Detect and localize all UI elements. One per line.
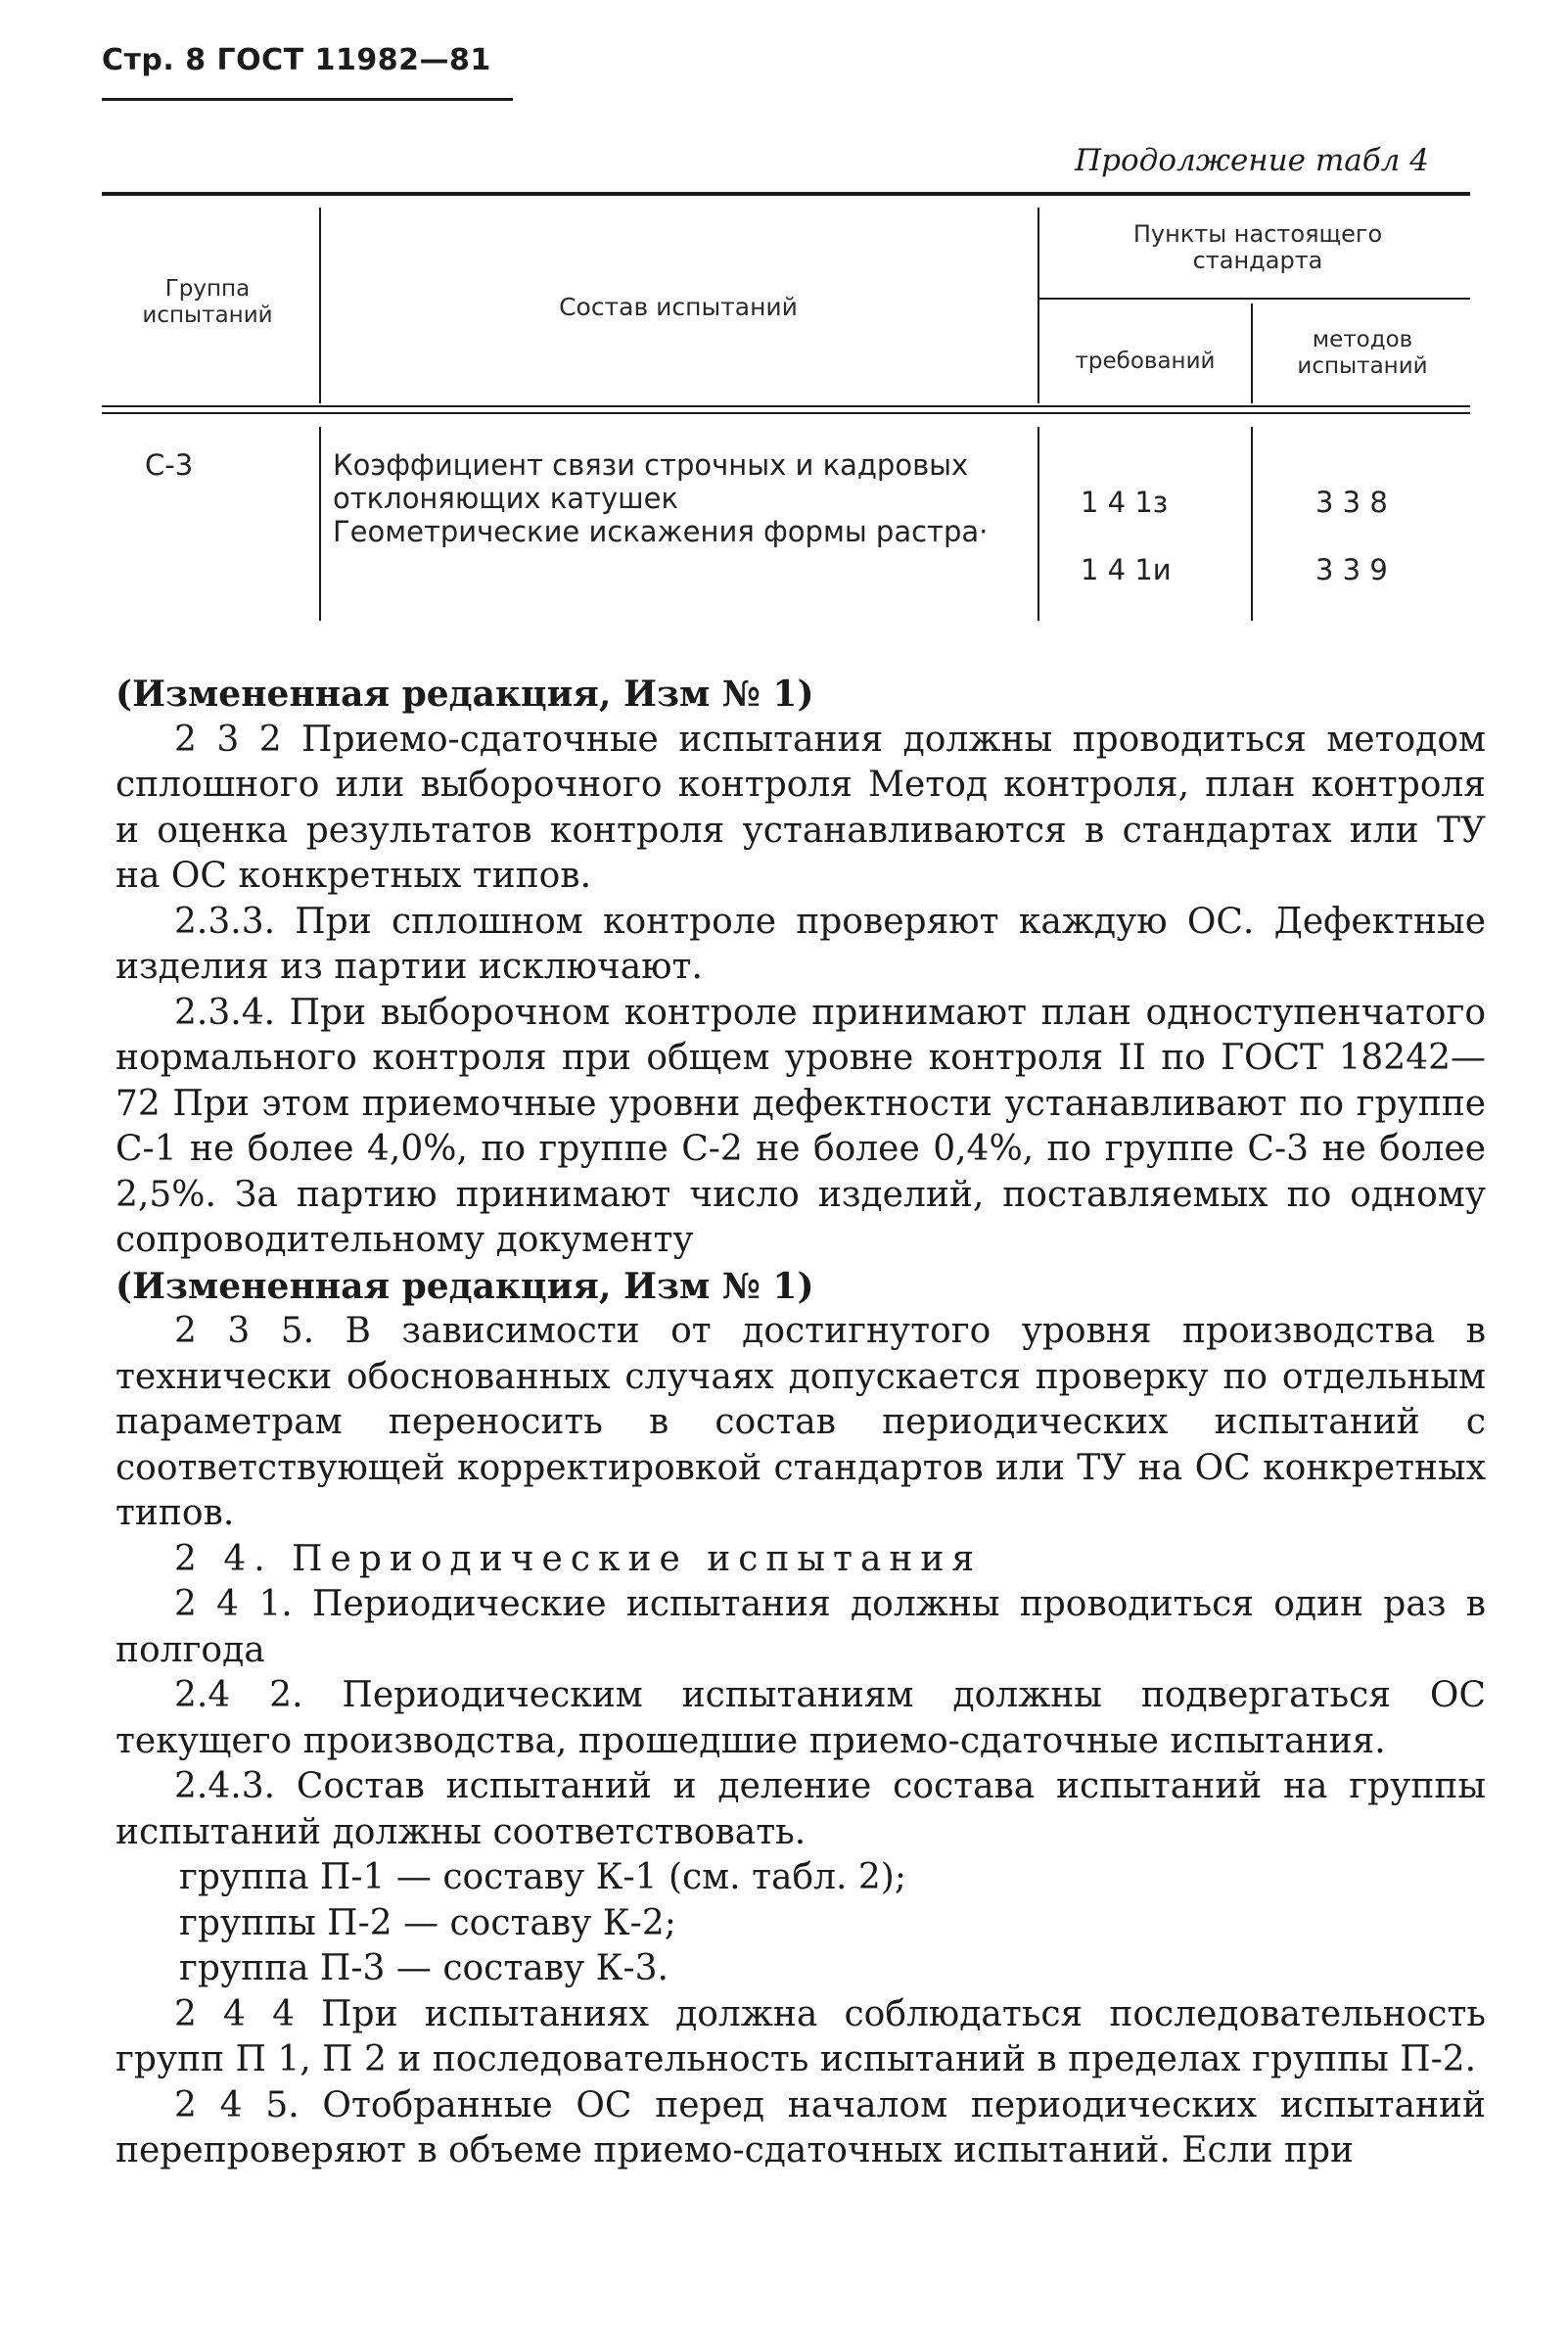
- clause-2-3-4: 2.3.4. При выборочном контроле принимают план одноступенчатого нормального контроля при общем уровне контроля II по ГОСТ 18242—72 При этом приемочные уровни дефектности устанавливают по группе С-1 не более 4,0%, по группе С-2 не более 0,4%, по группе С-3 не более 2,5%. За партию принимают число изделий, поставляемых по одному сопроводительному документу: [115, 992, 1486, 1260]
- table-col-divider-1: [319, 208, 321, 403]
- body-text: [115, 672, 1486, 2174]
- header-clauses: Пункты настоящего стандарта: [1132, 220, 1383, 274]
- header-group: Группа испытаний: [142, 276, 273, 328]
- table-col-divider-3: [1251, 303, 1253, 403]
- header-requirements: требований: [1075, 349, 1216, 374]
- clause-2-4-5: 2 4 5. Отобранные ОС перед началом периодических испытаний перепроверяют в объеме приемо-сдаточных испытаний. Если при: [115, 2084, 1486, 2170]
- clause-2-3-3: 2.3.3. При сплошном контроле проверяют каждую ОС. Дефектные изделия из партии исключают.: [115, 901, 1486, 987]
- page-header: Стр. 8 ГОСТ 11982—81: [102, 43, 491, 77]
- clause-2-4-4: 2 4 4 При испытаниях должна соблюдаться последовательность групп П 1, П 2 и последовательность испытаний в пределах группы П-2.: [115, 1993, 1486, 2079]
- clause-2-3-5: 2 3 5. В зависимости от достигнутого уровня производства в технически обоснованных случаях допускается проверку по отдельным параметрам переносить в состав периодических испытаний с соответствующей корректировкой стандартов или ТУ на ОС конкретных типов.: [115, 1311, 1486, 1533]
- table-body-divider-1: [319, 427, 321, 621]
- clause-2-4-1: 2 4 1. Периодические испытания должны проводиться один раз в полгода: [115, 1584, 1486, 1670]
- group-list-item-3: группа П-3 — составу К-3.: [179, 1948, 669, 1988]
- table-body-divider-3: [1251, 427, 1253, 621]
- header-methods: методов испытаний: [1297, 327, 1428, 379]
- amendment-note-1: (Измененная редакция, Изм № 1): [115, 674, 814, 715]
- table-header-bottom-rule-2: [102, 412, 1470, 414]
- table-continuation-label: Продолжение табл 4: [1075, 143, 1429, 178]
- clause-2-4-2: 2.4 2. Периодическим испытаниям должны подвергаться ОС текущего производства, прошедшие приемо-сдаточные испытания.: [115, 1675, 1486, 1761]
- cell-item-1-method: 3 3 8: [1315, 486, 1388, 519]
- cell-group: С-3: [145, 448, 194, 482]
- group-list-item-1: группа П-1 — составу К-1 (см. табл. 2);: [179, 1857, 906, 1897]
- amendment-note-2: (Измененная редакция, Изм № 1): [115, 1265, 814, 1307]
- table-top-rule: [102, 192, 1470, 196]
- section-2-4-heading: 2 4. Периодические испытания: [174, 1538, 983, 1579]
- group-list-item-2: группы П-2 — составу К-2;: [179, 1902, 676, 1943]
- header-composition: Состав испытаний: [559, 293, 798, 321]
- table-col-divider-2: [1038, 208, 1039, 403]
- cell-item-2-text: Геометрические искажения формы растра·: [333, 515, 989, 548]
- clause-2-3-2: 2 3 2 Приемо-сдаточные испытания должны проводиться методом сплошного или выборочного контроля Метод контроля, план контроля и оценка результатов контроля устанавливаются в стандартах или ТУ на ОС конкретных типов.: [115, 719, 1486, 896]
- cell-item-2-req: 1 4 1и: [1081, 553, 1172, 586]
- cell-item-1-text: Коэффициент связи строчных и кадровых отклоняющих катушек: [333, 448, 969, 515]
- clause-2-4-3: 2.4.3. Состав испытаний и деление состава испытаний на группы испытаний должны соответствовать.: [115, 1766, 1486, 1852]
- table-body-divider-2: [1038, 427, 1039, 621]
- clauses-subheader-rule: [1038, 298, 1470, 300]
- cell-item-1-req: 1 4 1з: [1081, 486, 1169, 519]
- header-rule: [102, 98, 513, 101]
- cell-item-2-method: 3 3 9: [1315, 553, 1388, 586]
- table-header-bottom-rule: [102, 405, 1470, 407]
